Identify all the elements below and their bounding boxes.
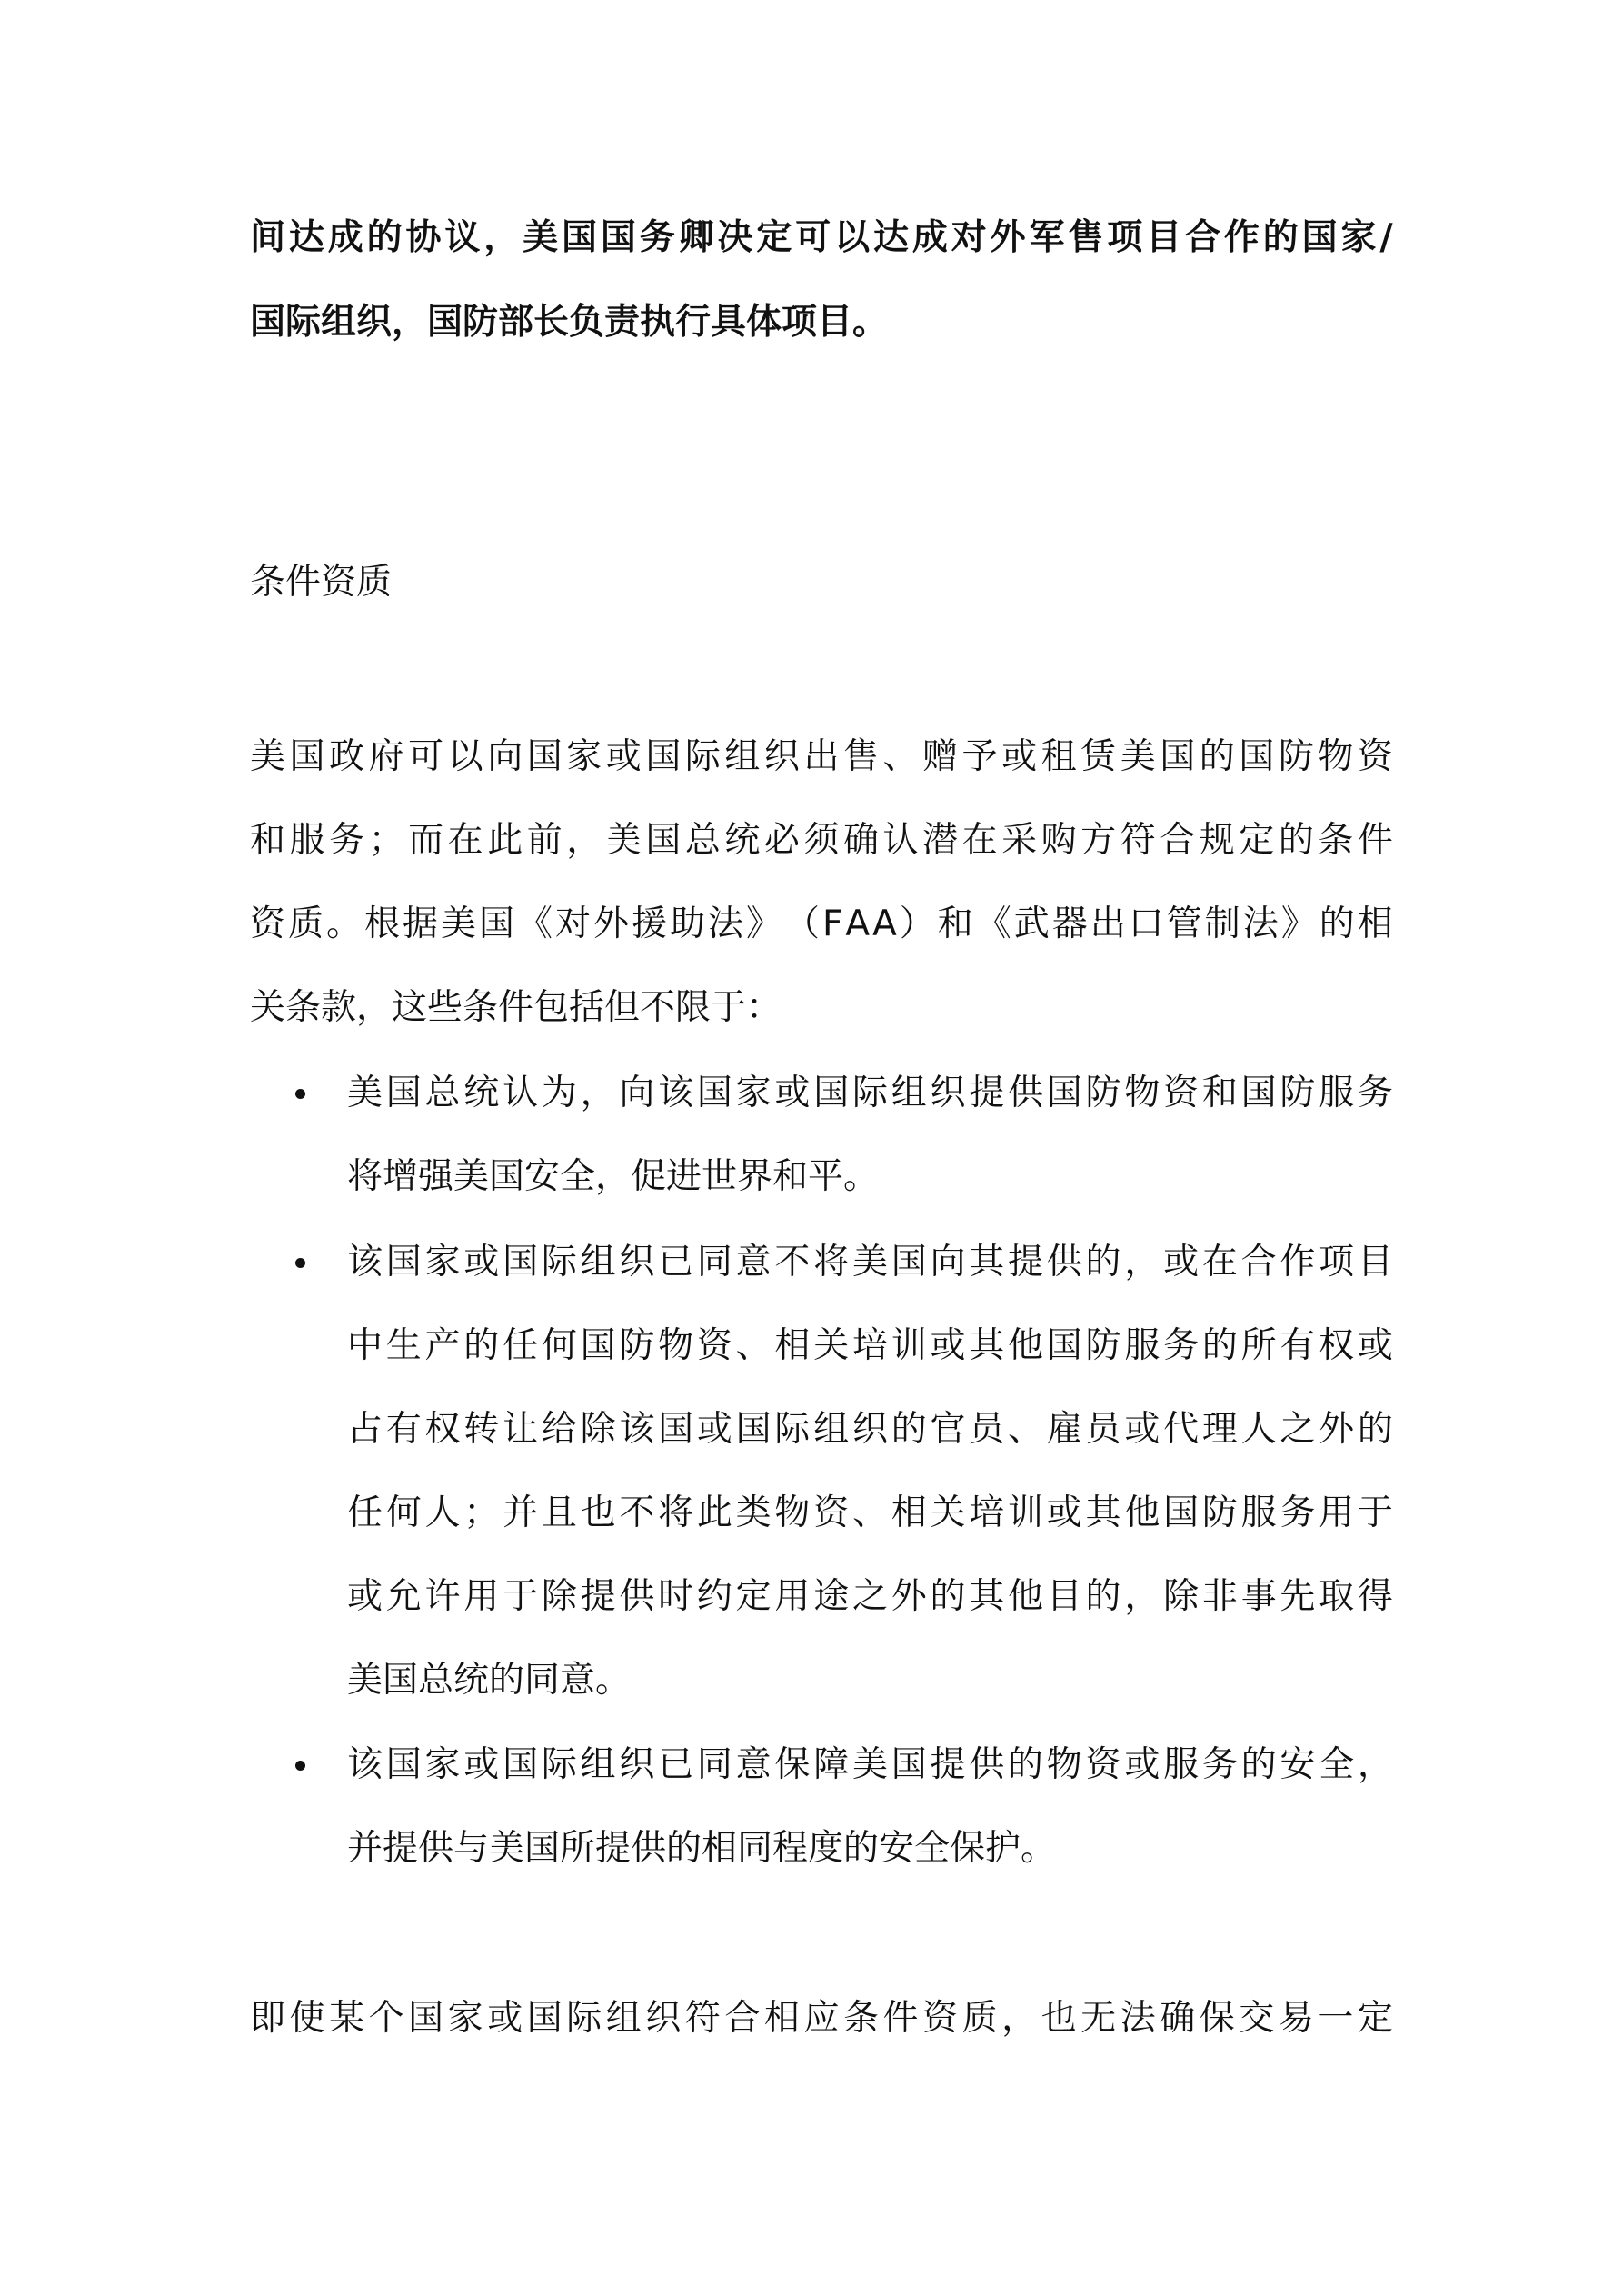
bullet-2-line-5: 或 允 许 用 于 除 提 供 时 约 定 用 途 之 外 的 其 他 目 的 ， 除 非 事 先 取 得 xyxy=(347,1576,1393,1617)
bullet-dot-icon xyxy=(295,1258,305,1268)
bullet-dot-icon xyxy=(295,1761,305,1771)
bullet-1-line-2: 将增强美国安全，促进世界和平。 xyxy=(347,1156,880,1197)
bullet-dot-icon xyxy=(295,1089,305,1099)
intro-line-2: 国际组织，国防部长负责执行具体项目。 xyxy=(250,302,889,343)
bullet-3-line-1: 该 国 家 或 国 际 组 织 已 同 意 保 障 美 国 提 供 的 物 资 或 服 务 的 安 全 ， xyxy=(347,1744,1393,1785)
bullet-2-line-3: 占 有 权 转 让 给 除 该 国 或 国 际 组 织 的 官 员 、 雇 员 或 代 理 人 之 外 的 xyxy=(347,1409,1393,1450)
bullet-1-line-1: 美 国 总 统 认 为 ， 向 该 国 家 或 国 际 组 织 提 供 国 防 物 资 和 国 防 服 务 xyxy=(347,1073,1393,1113)
intro-line-1: 间 达 成 的 协 议 ， 美 国 国 务 卿 决 定 可 以 达 成 对 外 军 售 项 目 合 作 的 国 家 / xyxy=(250,217,1393,258)
closing-line-1: 即 使 某 个 国 家 或 国 际 组 织 符 合 相 应 条 件 资 质 ， 也 无 法 确 保 交 易 一 定 xyxy=(250,1998,1393,2039)
bullet-2-line-4: 任 何 人 ； 并 且 也 不 将 此 类 物 资 、 相 关 培 训 或 其 他 国 防 服 务 用 于 xyxy=(347,1492,1393,1533)
bullet-2-line-2: 中 生 产 的 任 何 国 防 物 资 、 相 关 培 训 或 其 他 国 防 服 务 的 所 有 权 或 xyxy=(347,1325,1393,1366)
body-line-3: 资 质 。 根 据 美 国 《 对 外 援 助 法 》 （ F A A ） 和 《 武 器 出 口 管 制 法 》 的 相 xyxy=(250,903,1393,944)
section-heading: 条件资质 xyxy=(250,562,393,603)
bullet-2-line-1: 该 国 家 或 国 际 组 织 已 同 意 不 将 美 国 向 其 提 供 的 ， 或 在 合 作 项 目 xyxy=(347,1242,1393,1283)
bullet-3-line-2: 并提供与美国所提供的相同程度的安全保护。 xyxy=(347,1828,1057,1869)
body-line-2: 和 服 务 ； 而 在 此 前 ， 美 国 总 统 必 须 确 认 潜 在 采 购 方 符 合 规 定 的 条 件 xyxy=(250,820,1393,861)
bullet-2-line-6: 美国总统的同意。 xyxy=(347,1660,632,1701)
body-line-4: 关条款，这些条件包括但不限于： xyxy=(250,987,782,1028)
body-line-1: 美 国 政 府 可 以 向 国 家 或 国 际 组 织 出 售 、 赠 予 或 租 赁 美 国 的 国 防 物 资 xyxy=(250,736,1393,777)
